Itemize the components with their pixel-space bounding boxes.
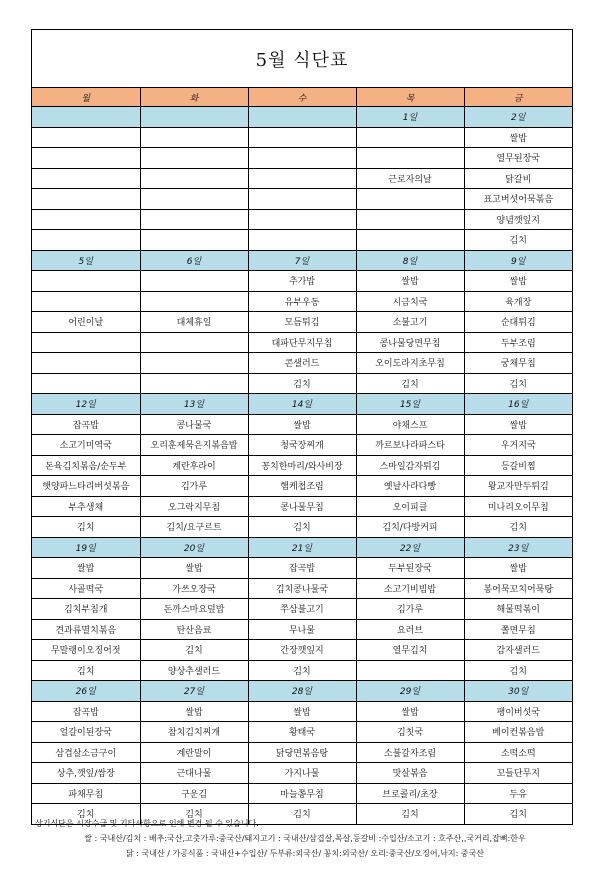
menu-row: [32, 783, 572, 804]
menu-row: [32, 599, 572, 620]
menu-item-cell: [140, 127, 248, 148]
menu-item-cell: 우거지국: [464, 435, 572, 456]
notes-origin-line-2: 닭 : 국내산 / 가공식품 : 국내산+수입산/ 두부류:외국산/ 꽁치:외국산/ 오리:중국산/오징어,낙지: 중국산: [126, 849, 484, 858]
menu-item-cell: 햇양파느타리버섯볶음: [32, 476, 140, 497]
menu-item-cell: 오그락지무침: [140, 496, 248, 517]
menu-item-cell: 김치: [356, 804, 464, 824]
menu-item-cell: 황태국: [248, 722, 356, 743]
date-cell: 21일: [248, 537, 356, 558]
menu-row: [32, 517, 572, 538]
menu-item-cell: 무나물: [248, 619, 356, 640]
menu-row: [32, 312, 572, 333]
menu-item-cell: 쭈삼불고기: [248, 599, 356, 620]
menu-item-cell: 쌀밥: [248, 701, 356, 722]
menu-item-cell: 김치: [32, 804, 140, 824]
menu-row: [32, 291, 572, 312]
date-cell: 28일: [248, 681, 356, 702]
menu-item-cell: 시금치국: [356, 291, 464, 312]
date-cell: 15일: [356, 394, 464, 415]
menu-row: [32, 373, 572, 394]
date-cell: 9일: [464, 250, 572, 271]
menu-item-cell: 육개장: [464, 291, 572, 312]
menu-item-cell: 김치: [464, 373, 572, 394]
menu-item-cell: 유부우동: [248, 291, 356, 312]
date-cell: 27일: [140, 681, 248, 702]
date-cell: [248, 107, 356, 128]
date-cell: 16일: [464, 394, 572, 415]
menu-row: [32, 660, 572, 681]
notes-origin-line-1: 쌀 : 국내산/김치 : 배추:국산,고춧가루:중국산/돼지고기 : 국내산/삼겹살,목살,등갈비 :수입산/소고기 : 호주산,,국거리,잡뼈:한우: [84, 834, 526, 843]
menu-item-cell: 쌀밥: [464, 271, 572, 292]
menu-item-cell: 견과류멸치볶음: [32, 619, 140, 640]
menu-item-cell: 김치: [248, 517, 356, 538]
menu-item-cell: 꼬들단무지: [464, 763, 572, 784]
date-cell: 13일: [140, 394, 248, 415]
menu-item-cell: 김치/다방커피: [356, 517, 464, 538]
menu-item-cell: [32, 271, 140, 292]
menu-item-cell: 쌀밥: [140, 701, 248, 722]
menu-item-cell: 순대튀김: [464, 312, 572, 333]
menu-item-cell: 가지나물: [248, 763, 356, 784]
menu-item-cell: 표고버섯어묵볶음: [464, 189, 572, 210]
menu-item-cell: 소고기미역국: [32, 435, 140, 456]
menu-item-cell: 햄케첩조림: [248, 476, 356, 497]
date-row: [32, 537, 572, 558]
menu-item-cell: 계란말이: [140, 742, 248, 763]
menu-item-cell: 김치: [464, 517, 572, 538]
menu-item-cell: 김치: [248, 373, 356, 394]
menu-item-cell: [248, 209, 356, 230]
menu-item-cell: 쌀밥: [464, 127, 572, 148]
menu-item-cell: 등갈비찜: [464, 455, 572, 476]
date-cell: 12일: [32, 394, 140, 415]
date-cell: [140, 107, 248, 128]
date-cell: 2일: [464, 107, 572, 128]
menu-item-cell: [140, 332, 248, 353]
menu-item-cell: 오이피클: [356, 496, 464, 517]
menu-item-cell: 잡곡밥: [248, 558, 356, 579]
menu-item-cell: 간장깻잎지: [248, 640, 356, 661]
menu-item-cell: 김치: [464, 660, 572, 681]
menu-item-cell: 쌀밥: [32, 558, 140, 579]
menu-item-cell: 베이컨볶음밥: [464, 722, 572, 743]
menu-item-cell: 쌀밥: [464, 414, 572, 435]
date-cell: 6일: [140, 250, 248, 271]
page-title: 5월 식단표: [255, 49, 349, 71]
menu-item-cell: 김가루: [356, 599, 464, 620]
date-cell: 1일: [356, 107, 464, 128]
menu-item-cell: 양념깻잎지: [464, 209, 572, 230]
menu-item-cell: [140, 209, 248, 230]
menu-item-cell: 김치: [32, 660, 140, 681]
menu-item-cell: [248, 148, 356, 169]
date-row: [32, 394, 572, 415]
weekday-header: 수: [248, 88, 356, 107]
menu-item-cell: [32, 291, 140, 312]
menu-item-cell: 까르보나라파스타: [356, 435, 464, 456]
menu-row: [32, 435, 572, 456]
menu-item-cell: 팽이버섯국: [464, 701, 572, 722]
menu-item-cell: 김치부침개: [32, 599, 140, 620]
menu-item-cell: 닭갈비: [464, 168, 572, 189]
menu-row: [32, 332, 572, 353]
menu-item-cell: 무말랭이오징어젓: [32, 640, 140, 661]
menu-item-cell: 소불고기: [356, 312, 464, 333]
notes-disclaimer: 상기식단은 시장수급 및 기타사항으로 인해 변경 될 수 있습니다.: [35, 819, 259, 828]
menu-item-cell: 추가밥: [248, 271, 356, 292]
menu-item-cell: 양상추샐러드: [140, 660, 248, 681]
date-cell: 19일: [32, 537, 140, 558]
menu-item-cell: 계란후라이: [140, 455, 248, 476]
menu-item-cell: 모듬튀김: [248, 312, 356, 333]
menu-item-cell: 잡곡밥: [32, 414, 140, 435]
menu-row: [32, 496, 572, 517]
date-cell: 8일: [356, 250, 464, 271]
date-cell: 20일: [140, 537, 248, 558]
menu-item-cell: 열무김치: [356, 640, 464, 661]
menu-item-cell: 김치: [248, 660, 356, 681]
menu-item-cell: [32, 209, 140, 230]
weekday-header: 목: [356, 88, 464, 107]
date-cell: 5일: [32, 250, 140, 271]
menu-item-cell: 돈육김치볶음/순두부: [32, 455, 140, 476]
date-row: [32, 107, 572, 128]
date-row: [32, 681, 572, 702]
menu-row: [32, 414, 572, 435]
menu-item-cell: 김치: [464, 230, 572, 251]
menu-item-cell: 탄산음료: [140, 619, 248, 640]
menu-item-cell: [248, 168, 356, 189]
menu-item-cell: 부추생채: [32, 496, 140, 517]
menu-item-cell: 두부된장국: [356, 558, 464, 579]
menu-item-cell: [140, 148, 248, 169]
menu-row: [32, 578, 572, 599]
date-cell: 30일: [464, 681, 572, 702]
menu-item-cell: 김치/요구르트: [140, 517, 248, 538]
date-cell: 23일: [464, 537, 572, 558]
menu-item-cell: 궁채무침: [464, 353, 572, 374]
menu-row: [32, 189, 572, 210]
menu-item-cell: 김치: [248, 804, 356, 824]
menu-item-cell: [140, 373, 248, 394]
menu-item-cell: [140, 291, 248, 312]
date-cell: 22일: [356, 537, 464, 558]
menu-item-cell: 두유: [464, 783, 572, 804]
menu-item-cell: 두부조림: [464, 332, 572, 353]
weekday-header: 화: [140, 88, 248, 107]
menu-row: [32, 701, 572, 722]
menu-item-cell: 근로자의날: [356, 168, 464, 189]
menu-item-cell: 쌀밥: [356, 701, 464, 722]
menu-item-cell: 사골떡국: [32, 578, 140, 599]
menu-item-cell: 야채스프: [356, 414, 464, 435]
menu-row: [32, 742, 572, 763]
menu-item-cell: 꽁치한마리/와사비장: [248, 455, 356, 476]
menu-item-cell: 김치: [464, 804, 572, 824]
menu-item-cell: [356, 189, 464, 210]
menu-item-cell: [32, 373, 140, 394]
menu-row: [32, 353, 572, 374]
menu-item-cell: [140, 230, 248, 251]
menu-item-cell: 미나리오이무침: [464, 496, 572, 517]
menu-item-cell: 브로콜리/초장: [356, 783, 464, 804]
menu-item-cell: 참치김치찌개: [140, 722, 248, 743]
menu-row: [32, 722, 572, 743]
menu-row: [32, 127, 572, 148]
menu-item-cell: 콩나물무침: [248, 496, 356, 517]
date-cell: [32, 107, 140, 128]
menu-item-cell: 김칫국: [356, 722, 464, 743]
menu-item-cell: 콩나물당면무침: [356, 332, 464, 353]
weekday-header: 월: [32, 88, 140, 107]
menu-table: [32, 88, 572, 824]
menu-item-cell: [248, 230, 356, 251]
menu-item-cell: [32, 148, 140, 169]
menu-item-cell: [32, 353, 140, 374]
menu-row: [32, 209, 572, 230]
menu-item-cell: [248, 189, 356, 210]
menu-item-cell: [32, 168, 140, 189]
menu-item-cell: 옛날사라다빵: [356, 476, 464, 497]
menu-row: [32, 148, 572, 169]
menu-item-cell: 소불갈자조림: [356, 742, 464, 763]
menu-item-cell: 쌀밥: [140, 558, 248, 579]
menu-row: [32, 455, 572, 476]
menu-item-cell: [356, 660, 464, 681]
menu-row: [32, 230, 572, 251]
menu-item-cell: 근대나물: [140, 763, 248, 784]
menu-item-cell: 감자샐러드: [464, 640, 572, 661]
menu-row: [32, 476, 572, 497]
date-cell: 26일: [32, 681, 140, 702]
menu-item-cell: 대체휴일: [140, 312, 248, 333]
menu-item-cell: 가쓰오장국: [140, 578, 248, 599]
menu-item-cell: 봉어묵꼬치어묵탕: [464, 578, 572, 599]
menu-row: [32, 271, 572, 292]
menu-row: [32, 619, 572, 640]
date-row: [32, 250, 572, 271]
menu-item-cell: 어린이날: [32, 312, 140, 333]
menu-item-cell: [32, 332, 140, 353]
menu-item-cell: 쌀밥: [248, 414, 356, 435]
menu-item-cell: 쌀밥: [464, 558, 572, 579]
date-cell: 14일: [248, 394, 356, 415]
menu-item-cell: 맛살볶음: [356, 763, 464, 784]
weekday-header-row: [32, 88, 572, 107]
menu-item-cell: 쌀밥: [356, 271, 464, 292]
menu-item-cell: 구운김: [140, 783, 248, 804]
menu-item-cell: 열무된장국: [464, 148, 572, 169]
menu-item-cell: 청국장찌개: [248, 435, 356, 456]
menu-item-cell: 콩나물국: [140, 414, 248, 435]
menu-sheet: [31, 29, 573, 825]
menu-row: [32, 763, 572, 784]
menu-item-cell: [356, 209, 464, 230]
menu-item-cell: 잡곡밥: [32, 701, 140, 722]
menu-item-cell: 닭당면볶음탕: [248, 742, 356, 763]
menu-row: [32, 640, 572, 661]
menu-row: [32, 558, 572, 579]
menu-item-cell: 소고기비빔밥: [356, 578, 464, 599]
menu-item-cell: 김치: [32, 517, 140, 538]
menu-item-cell: 해물떡볶이: [464, 599, 572, 620]
menu-item-cell: [140, 271, 248, 292]
menu-item-cell: 쫄면무침: [464, 619, 572, 640]
notes: [35, 818, 575, 859]
menu-item-cell: 소떡소떡: [464, 742, 572, 763]
date-cell: 29일: [356, 681, 464, 702]
menu-item-cell: [248, 127, 356, 148]
menu-item-cell: 오이도라지초무침: [356, 353, 464, 374]
menu-item-cell: 김치: [356, 373, 464, 394]
menu-item-cell: [140, 168, 248, 189]
menu-item-cell: [140, 353, 248, 374]
menu-item-cell: [32, 189, 140, 210]
menu-item-cell: [32, 230, 140, 251]
menu-item-cell: 콘샐러드: [248, 353, 356, 374]
menu-item-cell: 스마일감자튀김: [356, 455, 464, 476]
weekday-header: 금: [464, 88, 572, 107]
menu-item-cell: 마늘쫑무침: [248, 783, 356, 804]
menu-item-cell: [356, 148, 464, 169]
menu-item-cell: 오리훈제묵은지볶음밥: [140, 435, 248, 456]
menu-item-cell: 돈까스마요덮밥: [140, 599, 248, 620]
menu-item-cell: [356, 127, 464, 148]
menu-item-cell: 삼겹살소금구이: [32, 742, 140, 763]
menu-row: [32, 168, 572, 189]
menu-item-cell: 대파단무지무침: [248, 332, 356, 353]
menu-item-cell: 김치: [140, 804, 248, 824]
menu-item-cell: 얼갈이된장국: [32, 722, 140, 743]
menu-item-cell: 상추,깻잎/쌈장: [32, 763, 140, 784]
menu-item-cell: 김치: [140, 640, 248, 661]
menu-item-cell: [140, 189, 248, 210]
date-cell: 7일: [248, 250, 356, 271]
menu-item-cell: 김치콩나물국: [248, 578, 356, 599]
title-box: [32, 30, 572, 88]
menu-item-cell: 왕교자만두튀김: [464, 476, 572, 497]
menu-item-cell: 김가루: [140, 476, 248, 497]
menu-item-cell: 파채무침: [32, 783, 140, 804]
menu-item-cell: [356, 230, 464, 251]
menu-item-cell: 요러브: [356, 619, 464, 640]
menu-item-cell: [32, 127, 140, 148]
